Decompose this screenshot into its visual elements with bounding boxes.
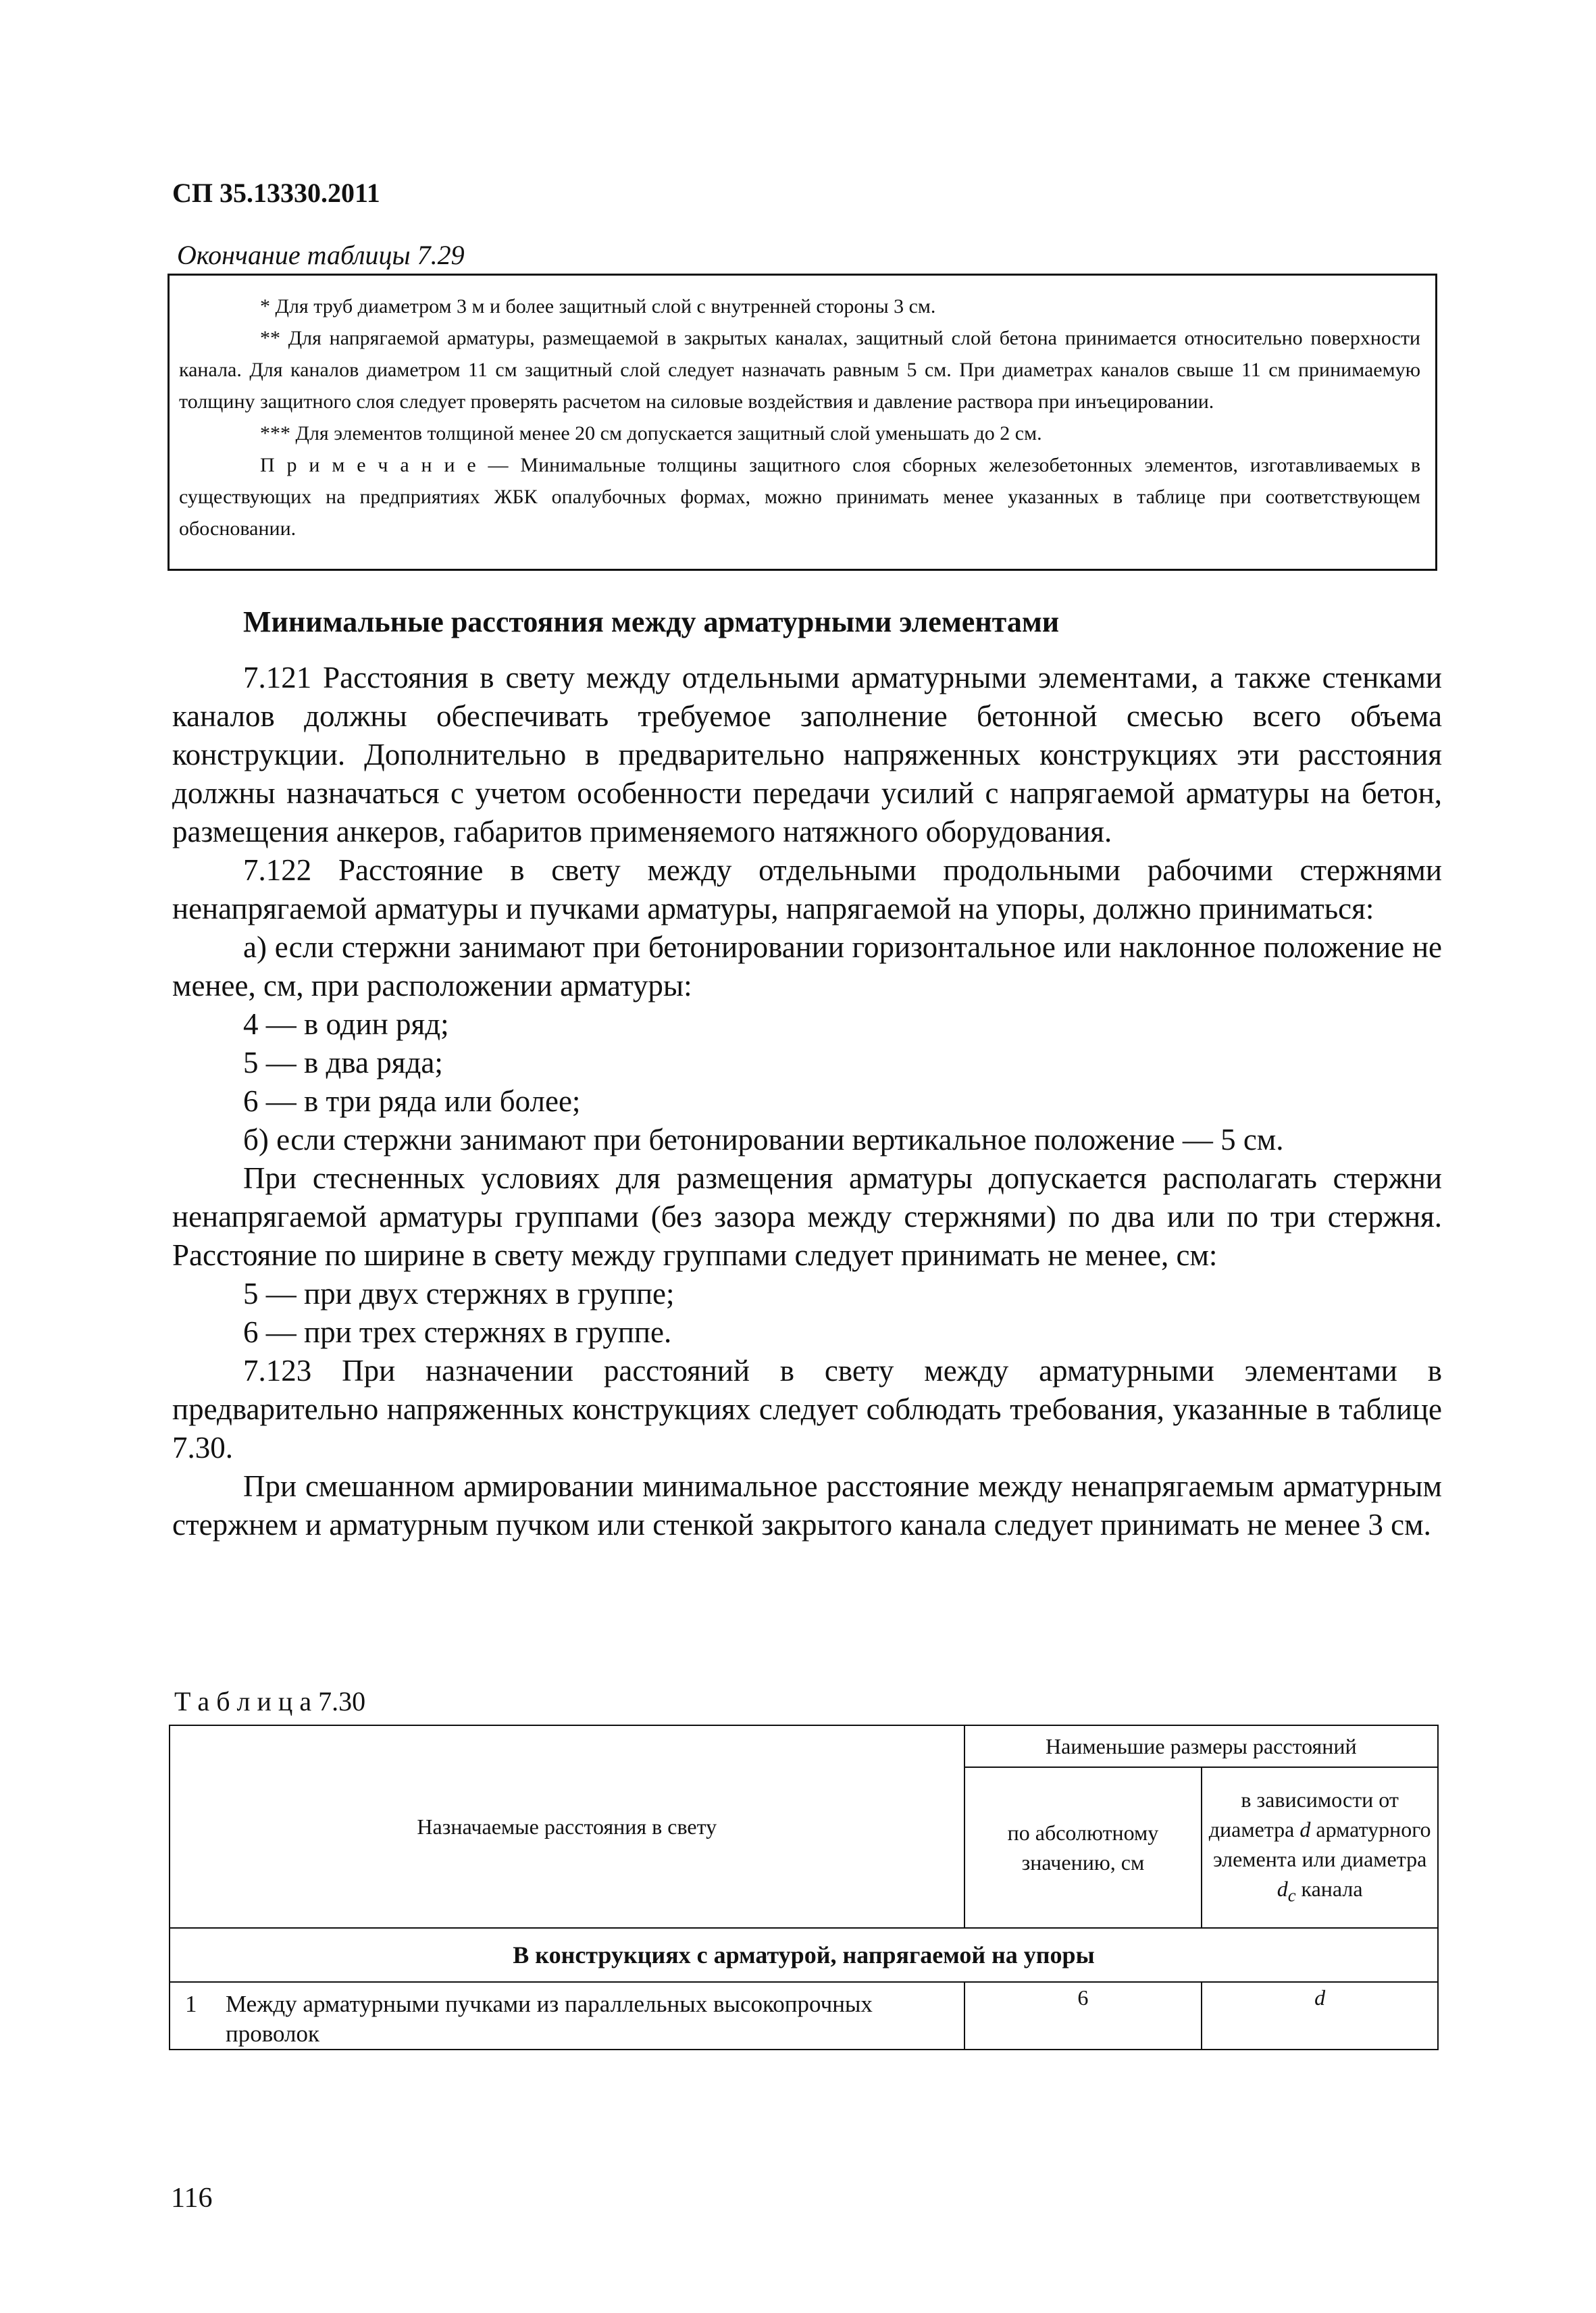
note-1: * Для труб диаметром 3 м и более защитный слой с внутренней стороны 3 см. <box>260 295 936 317</box>
list-item: 6 — в три ряда или более; <box>243 1084 581 1118</box>
table-caption: Т а б л и ц а 7.30 <box>174 1686 366 1717</box>
list-item: 5 — при двух стержнях в группе; <box>243 1277 675 1311</box>
header-main: Назначаемые расстояния в свету <box>170 1725 964 1928</box>
list-item: 6 — при трех стержнях в группе. <box>243 1315 672 1349</box>
row-dependent-value: d <box>1202 1982 1438 2050</box>
row-number: 1 <box>185 1991 197 2017</box>
document-code: СП 35.13330.2011 <box>172 178 380 208</box>
list-item: 4 — в один ряд; <box>243 1007 449 1041</box>
note-remark: П р и м е ч а н и е — Минимальные толщины защитного слоя сборных железобетонных элементов, изготавливаемых в существующих на предприятиях ЖБК опалубочных формах, можно принимать менее указанных в таблице при соответствующем обосновании. <box>179 454 1420 540</box>
list-item: 5 — в два ряда; <box>243 1046 443 1079</box>
table-row <box>170 1982 1438 2050</box>
paragraph-constrained: При стесненных условиях для размещения арматуры допускается располагать стержни ненапрягаемой арматуры группами (без зазора между стержнями) по два или по три стержня. Расстояние по ширине в свету между группами следует принимать не менее, см: <box>172 1161 1442 1272</box>
page-number: 116 <box>171 2183 213 2214</box>
header-dependent: в зависимости от диаметра d арматурного элемента или диаметра $d_c$ канала <box>1202 1767 1438 1928</box>
paragraph-7-123: 7.123 При назначении расстояний в свету между арматурными элементами в предварительно напряженных конструкциях следует соблюдать требования, указанные в таблице 7.30. <box>172 1354 1442 1465</box>
table-continuation-title: Окончание таблицы 7.29 <box>177 240 465 270</box>
header-absolute: по абсолютному значению, см <box>964 1767 1202 1928</box>
row-text: Между арматурными пучками из параллельных высокопрочных проволок <box>226 1991 873 2047</box>
paragraph-7-122: 7.122 Расстояние в свету между отдельными продольными рабочими стержнями ненапрягаемой арматуры и пучками арматуры, напрягаемой на упоры, должно приниматься: <box>172 853 1442 925</box>
section-title: Минимальные расстояния между арматурными элементами <box>243 605 1060 638</box>
table-section-header: В конструкциях с арматурой, напрягаемой на упоры <box>170 1928 1438 1982</box>
paragraph-7-121: 7.121 Расстояния в свету между отдельными арматурными элементами, а также стенками каналов должны обеспечивать требуемое заполнение бетонной смесью всего объема конструкции. Дополнительно в предварительно напряженных конструкциях эти расстояния должны назначаться с учетом особенности передачи усилий с напрягаемой арматуры на бетон, размещения анкеров, габаритов применяемого натяжного оборудования. <box>172 661 1442 848</box>
note-2: ** Для напрягаемой арматуры, размещаемой в закрытых каналах, защитный слой бетона принимается относительно поверхности канала. Для каналов диаметром 11 см защитный слой следует назначать равным 5 см. При диаметрах каналов свыше 11 см принимаемую толщину защитного слоя следует проверять расчетом на силовые воздействия и давление раствора при инъецировании. <box>179 327 1420 413</box>
paragraph-mixed: При смешанном армировании минимальное расстояние между ненапрягаемым арматурным стержнем и арматурным пучком или стенкой закрытого канала следует принимать не менее 3 см. <box>172 1469 1442 1542</box>
note-3: *** Для элементов толщиной менее 20 см допускается защитный слой уменьшать до 2 см. <box>260 422 1042 444</box>
body-text <box>172 659 1442 1544</box>
paragraph-b: б) если стержни занимают при бетонировании вертикальное положение — 5 см. <box>243 1123 1284 1156</box>
table-7-30 <box>169 1725 1439 2050</box>
header-group: Наименьшие размеры расстояний <box>964 1725 1438 1767</box>
row-absolute-value: 6 <box>964 1982 1202 2050</box>
paragraph-a: а) если стержни занимают при бетонировании горизонтальное или наклонное положение не менее, см, при расположении арматуры: <box>172 930 1442 1002</box>
table-notes-box <box>168 274 1437 571</box>
